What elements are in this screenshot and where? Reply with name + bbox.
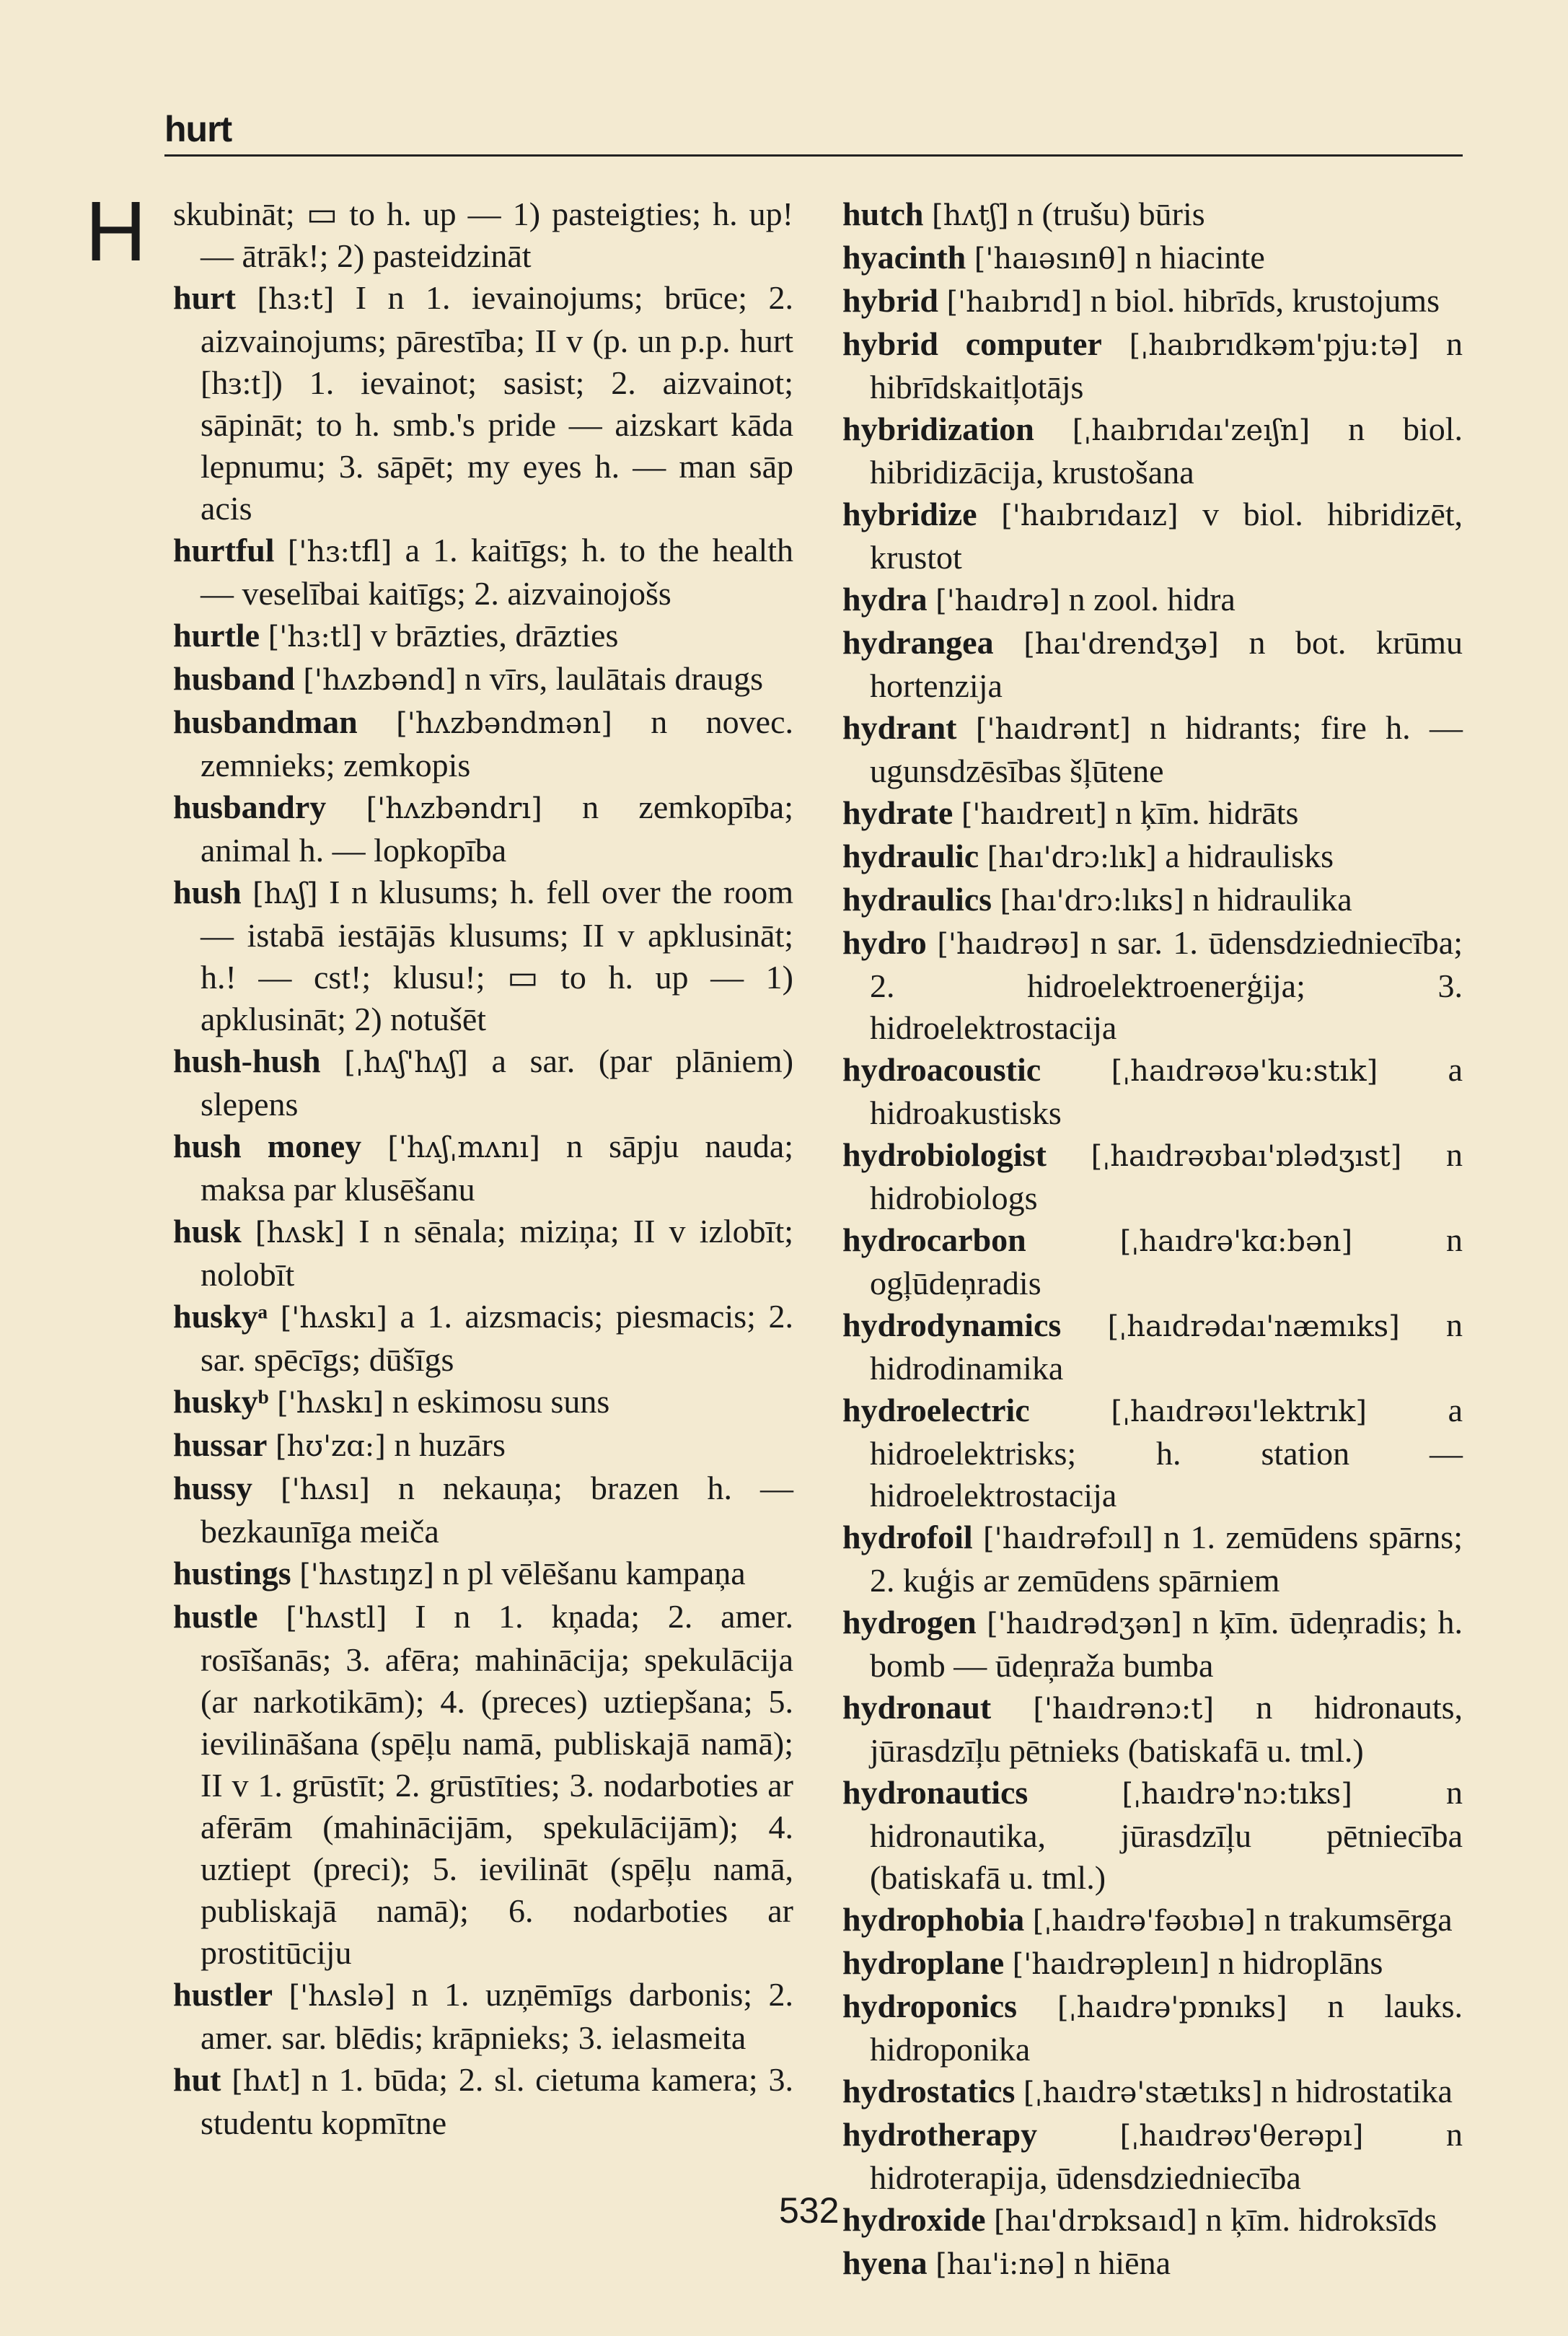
entry-definition: n 1. būda; 2. sl. cietuma kamera; 3. studentu kopmītne (201, 2061, 794, 2141)
entry-headword: hydronautics (842, 1774, 1029, 1811)
entry-headword: hybridize (842, 496, 977, 532)
dictionary-entry (842, 792, 1463, 835)
dictionary-entry (842, 1389, 1463, 1516)
entry-transcription: [haı'drɔ:lık] (987, 841, 1157, 874)
entry-definition: n hidrants; fire h. — ugunsdzēsības šļūtene (870, 709, 1463, 789)
entry-transcription: ['hɜ:tl] (268, 620, 363, 654)
entry-headword: hush (173, 874, 242, 910)
dictionary-entry (842, 1304, 1463, 1389)
dictionary-entry (842, 2242, 1463, 2285)
dictionary-entry (842, 1899, 1463, 1942)
entry-headword: hydroelectric (842, 1392, 1030, 1428)
entry-transcription: [ˌhaıbrıdaı'zeıʃn] (1072, 414, 1311, 447)
entry-definition: I n 1. kņada; 2. amer. rosīšanās; 3. afēra; mahinācija; spekulācija (ar narkotikām); 4. (preces) uztiepšana; 5. ievilināšana (spēļu namā, publiskajā namā); II v 1. grūstīt; 2. grūstīties; 3. nodarboties ar afērām (mahinācijām, spekulācijām); 4. uztiept (preci); 5. ievilināt (spēļu namā, publiskajā namā); 6. nodarboties ar prostitūciju (201, 1598, 794, 1971)
entry-definition: a hidroelektrisks; h. station — hidroelektrostacija (870, 1392, 1463, 1514)
entry-transcription: ['hɜ:tfl] (287, 535, 392, 568)
entry-definition: n hidroterapija, ūdensdziedniecība (870, 2116, 1463, 2196)
entry-transcription: [hʌsk] (255, 1216, 345, 1250)
dictionary-entry (842, 408, 1463, 493)
entry-transcription: [ˌhaıbrıdkəm'pju:tə] (1129, 329, 1419, 362)
entry-transcription: [ˌhaıdrədaı'næmıks] (1107, 1310, 1400, 1343)
dictionary-entry (842, 1772, 1463, 1899)
entry-headword: hyacinth (842, 239, 966, 276)
dictionary-entry (173, 615, 793, 658)
entry-definition: n bot. krūmu hortenzija (870, 624, 1463, 704)
entry-headword: hydrangea (842, 624, 994, 661)
dictionary-entry (173, 701, 793, 786)
dictionary-entry (173, 786, 793, 871)
entry-headword: husk (173, 1213, 242, 1250)
entry-definition: n 1. zemūdens spārns; 2. kuģis ar zemūdens spārniem (870, 1519, 1463, 1599)
entry-definition: n zool. hidra (1068, 581, 1236, 618)
entry-definition: n sar. 1. ūdensdziedniecība; 2. hidroelektroenerģija; 3. hidroelektrostacija (870, 924, 1463, 1046)
entry-headword: hydrate (842, 794, 953, 831)
entry-definition: I n klusums; h. fell over the room — istabā iestājās klusums; II v apklusināt; h.! — cst!; klusu!; ▭ to h. up — 1) apklusināt; 2) notušēt (201, 874, 793, 1037)
entry-transcription: [ˌhaıdrəʊı'lektrık] (1111, 1395, 1367, 1428)
dictionary-entry (842, 280, 1463, 323)
entry-definition: n vīrs, laulātais draugs (464, 660, 764, 697)
dictionary-entry (173, 1424, 793, 1467)
entry-headword: hush money (173, 1128, 362, 1164)
entry-headword: hutch (842, 196, 924, 232)
entry-transcription: ['hʌʃˌmʌnı] (387, 1131, 540, 1164)
entry-headword: hydroacoustic (842, 1051, 1041, 1088)
dictionary-entry (842, 1516, 1463, 1602)
dictionary-entry (173, 1974, 793, 2059)
entry-definition: n ķīm. hidrāts (1115, 794, 1299, 831)
dictionary-entry (842, 879, 1463, 922)
entry-definition: skubināt; ▭ to h. up — 1) pasteigties; h. up! — ātrāk!; 2) pasteidzināt (173, 196, 793, 274)
entry-headword: husbandry (173, 789, 327, 825)
entry-transcription: ['haıbrıdaız] (1001, 499, 1179, 532)
entry-transcription: ['haıbrıd] (946, 286, 1083, 319)
dictionary-entry (842, 2114, 1463, 2199)
entry-transcription: ['hʌslə] (289, 1980, 396, 2013)
entry-headword: huskyᵃ (173, 1298, 268, 1335)
entry-headword: hydroxide (842, 2201, 986, 2238)
entry-transcription: ['haıdrə] (935, 584, 1061, 618)
dictionary-entry (173, 1381, 793, 1424)
entry-definition: n hidrobiologs (870, 1136, 1463, 1216)
dictionary-entry (173, 1467, 793, 1553)
entry-headword: hydrostatics (842, 2073, 1016, 2109)
dictionary-entry (842, 2199, 1463, 2242)
entry-headword: hurt (173, 279, 236, 316)
entry-transcription: [haı'drendʒə] (1023, 628, 1219, 661)
entry-headword: hydrant (842, 709, 957, 746)
entry-headword: hybrid computer (842, 325, 1102, 362)
entry-definition: n novec. zemnieks; zemkopis (201, 703, 794, 783)
entry-definition: a hidroakustisks (870, 1051, 1463, 1131)
entry-definition: n hiacinte (1135, 239, 1265, 276)
entry-headword: hut (173, 2061, 221, 2098)
entry-headword: hydro (842, 924, 927, 961)
right-column (842, 193, 1463, 2285)
entry-definition: n hidrostatika (1271, 2073, 1453, 2109)
entry-headword: hydra (842, 581, 928, 618)
dictionary-entry (173, 1125, 793, 1211)
entry-headword: hydroplane (842, 1944, 1005, 1981)
entry-headword: hydroponics (842, 1988, 1018, 2024)
entry-definition: n ķīm. hidroksīds (1205, 2201, 1437, 2238)
dictionary-entry (842, 922, 1463, 1049)
entry-headword: hustle (173, 1598, 258, 1635)
entry-headword: hydrobiologist (842, 1136, 1047, 1173)
entry-definition: n biol. hibrīds, krustojums (1090, 282, 1440, 319)
entry-headword: hybridization (842, 410, 1034, 447)
entry-transcription: ['hʌsı] (280, 1473, 370, 1506)
entry-definition: I n 1. ievainojums; brūce; 2. aizvainojums; pārestība; II v (p. un p.p. hurt [hɜ:t]) 1. ievainot; sasist; 2. aizvainot; sāpināt; to h. smb.'s pride — aizskart kāda lepnumu; 3. sāpēt; my eyes h. — man sāp acis (201, 279, 794, 527)
entry-transcription: [ˌhaıdrə'pɒnıks] (1057, 1991, 1287, 2024)
dictionary-entry (842, 1134, 1463, 1219)
entry-transcription: ['haıdreıt] (961, 798, 1107, 831)
entry-definition: n zemkopība; animal h. — lopkopība (201, 789, 794, 869)
entry-transcription: [hʊ'zɑ:] (275, 1430, 386, 1463)
entry-headword: hustings (173, 1555, 291, 1591)
entry-transcription: ['haıdrədʒən] (987, 1607, 1182, 1641)
running-head: hurt (164, 109, 232, 149)
thumb-index-letter: H (85, 184, 147, 279)
entry-transcription: [haı'i:nə] (935, 2248, 1066, 2281)
entry-headword: hydraulics (842, 881, 992, 918)
dictionary-entry (842, 707, 1463, 792)
entry-transcription: [ˌhaıdrə'fəʊbıə] (1032, 1905, 1256, 1938)
entry-headword: hustler (173, 1976, 273, 2013)
entry-transcription: ['hʌzbəndmən] (396, 707, 612, 740)
entry-headword: hurtful (173, 532, 275, 568)
dictionary-entry (173, 1211, 793, 1296)
entry-transcription: ['haıdrəfɔıl] (983, 1522, 1153, 1555)
entry-transcription: [haı'drɒksaıd] (994, 2205, 1197, 2238)
entry-headword: hydrofoil (842, 1519, 973, 1555)
entry-headword: hydrotherapy (842, 2116, 1038, 2153)
entry-headword: husbandman (173, 703, 358, 740)
dictionary-entry (173, 658, 793, 701)
entry-definition: n ogļūdeņradis (870, 1221, 1463, 1301)
header-rule (164, 154, 1463, 157)
entry-definition: n hidrodinamika (870, 1307, 1463, 1387)
entry-headword: hydrocarbon (842, 1221, 1026, 1258)
dictionary-entry (842, 323, 1463, 408)
entry-headword: hydronaut (842, 1689, 992, 1726)
entry-definition: n huzārs (394, 1426, 506, 1463)
entry-transcription: [haı'drɔ:lıks] (1000, 884, 1185, 918)
dictionary-entry (173, 1296, 793, 1381)
dictionary-entry (842, 1687, 1463, 1772)
entry-definition: n sāpju nauda; maksa par klusēšanu (201, 1128, 794, 1208)
entry-transcription: ['haıdrənɔ:t] (1033, 1692, 1215, 1726)
dictionary-entry (842, 622, 1463, 707)
entry-headword: huskyᵇ (173, 1383, 269, 1420)
dictionary-entry (842, 1985, 1463, 2071)
entry-transcription: [ˌhaıdrə'kɑ:bən] (1119, 1225, 1353, 1258)
entry-definition: n pl vēlēšanu kampaņa (442, 1555, 746, 1591)
dictionary-entry (173, 1553, 793, 1596)
dictionary-entry (842, 193, 1463, 237)
dictionary-entry (173, 1040, 793, 1125)
entry-definition: n hidronauts, jūrasdzīļu pētnieks (batiskafā u. tml.) (870, 1689, 1463, 1769)
entry-headword: hussy (173, 1470, 252, 1506)
entry-headword: hurtle (173, 617, 260, 654)
dictionary-entry (842, 493, 1463, 579)
entry-transcription: [ˌhaıdrəʊə'ku:stık] (1111, 1055, 1378, 1088)
entry-headword: hydrodynamics (842, 1307, 1062, 1343)
entry-definition: n hidraulika (1192, 881, 1352, 918)
dictionary-entry (842, 1049, 1463, 1134)
dictionary-entry (842, 2071, 1463, 2114)
dictionary-entry (173, 1596, 793, 1974)
dictionary-entry (173, 193, 793, 277)
entry-headword: hybrid (842, 282, 938, 319)
dictionary-entry (842, 237, 1463, 280)
entry-transcription: ['hʌstl] (286, 1602, 387, 1635)
entry-headword: hydraulic (842, 838, 979, 874)
dictionary-entry (842, 1219, 1463, 1304)
entry-transcription: ['hʌstıŋz] (299, 1558, 434, 1591)
entry-transcription: [hʌtʃ] (931, 199, 1009, 232)
entry-headword: hyena (842, 2244, 928, 2281)
entry-headword: hydrogen (842, 1604, 977, 1641)
dictionary-entry (842, 1602, 1463, 1687)
entry-transcription: [ˌhʌʃ'hʌʃ] (344, 1046, 468, 1079)
dictionary-entry (173, 530, 793, 615)
entry-transcription: [ˌhaıdrəʊ'θerəpı] (1119, 2120, 1364, 2153)
entry-transcription: ['haıəsınθ] (974, 242, 1127, 276)
left-column (173, 193, 793, 2144)
entry-transcription: ['hʌzbənd] (303, 664, 457, 697)
entry-definition: n (trušu) būris (1017, 196, 1205, 232)
entry-definition: v brāzties, drāzties (370, 617, 619, 654)
entry-headword: husband (173, 660, 295, 697)
dictionary-entry (173, 277, 793, 530)
entry-transcription: ['haıdrəʊ] (937, 928, 1080, 961)
entry-transcription: [ˌhaıdrə'nɔ:tıks] (1122, 1778, 1352, 1811)
entry-definition: a sar. (par plāniem) slepens (201, 1042, 794, 1123)
dictionary-entry (842, 1942, 1463, 1985)
entry-definition: n hiēna (1073, 2244, 1171, 2281)
entry-transcription: ['haıdrənt] (975, 713, 1131, 746)
entry-transcription: ['hʌskı] (280, 1301, 387, 1335)
entry-transcription: ['hʌskı] (277, 1387, 384, 1420)
dictionary-entry (173, 2059, 793, 2144)
entry-definition: n trakumsērga (1264, 1901, 1453, 1938)
entry-definition: n nekauņa; brazen h. — bezkaunīga meiča (201, 1470, 794, 1550)
entry-definition: n hidroplāns (1217, 1944, 1383, 1981)
entry-transcription: [ˌhaıdrəʊbaı'ɒlədʒıst] (1091, 1140, 1402, 1173)
entry-definition: n ķīm. ūdeņradis; h. bomb — ūdeņraža bumba (870, 1604, 1463, 1684)
dictionary-entry (842, 579, 1463, 622)
entry-definition: n hidronautika, jūrasdzīļu pētniecība (batiskafā u. tml.) (870, 1774, 1463, 1896)
entry-definition: a hidraulisks (1165, 838, 1334, 874)
entry-definition: n lauks. hidroponika (870, 1988, 1463, 2068)
page-number: 532 (779, 2190, 840, 2231)
entry-transcription: [ˌhaıdrə'stætıks] (1023, 2076, 1263, 2109)
entry-definition: n hibrīdskaitļotājs (870, 325, 1463, 405)
entry-definition: I n sēnala; miziņa; II v izlobīt; nolobīt (201, 1213, 794, 1293)
entry-transcription: [hʌt] (232, 2065, 301, 2098)
entry-headword: hussar (173, 1426, 268, 1463)
dictionary-entry (173, 871, 793, 1040)
entry-definition: n 1. uzņēmīgs darbonis; 2. amer. sar. blēdis; krāpnieks; 3. ielasmeita (201, 1976, 794, 2056)
entry-headword: hush-hush (173, 1042, 321, 1079)
entry-definition: n biol. hibridizācija, krustošana (870, 410, 1463, 491)
entry-transcription: ['haıdrəpleın] (1012, 1948, 1210, 1981)
entry-transcription: [hʌʃ] (252, 877, 318, 910)
entry-definition: n eskimosu suns (392, 1383, 610, 1420)
entry-transcription: [hɜ:t] (257, 283, 335, 316)
entry-definition: a 1. aizsmacis; piesmacis; 2. sar. spēcīgs; dūšīgs (201, 1298, 794, 1378)
entry-headword: hydrophobia (842, 1901, 1025, 1938)
dictionary-entry (842, 835, 1463, 879)
entry-transcription: ['hʌzbəndrı] (366, 792, 542, 825)
entry-definition: v biol. hibridizēt, krustot (870, 496, 1463, 576)
entry-definition: a 1. kaitīgs; h. to the health — veselībai kaitīgs; 2. aizvainojošs (201, 532, 793, 612)
